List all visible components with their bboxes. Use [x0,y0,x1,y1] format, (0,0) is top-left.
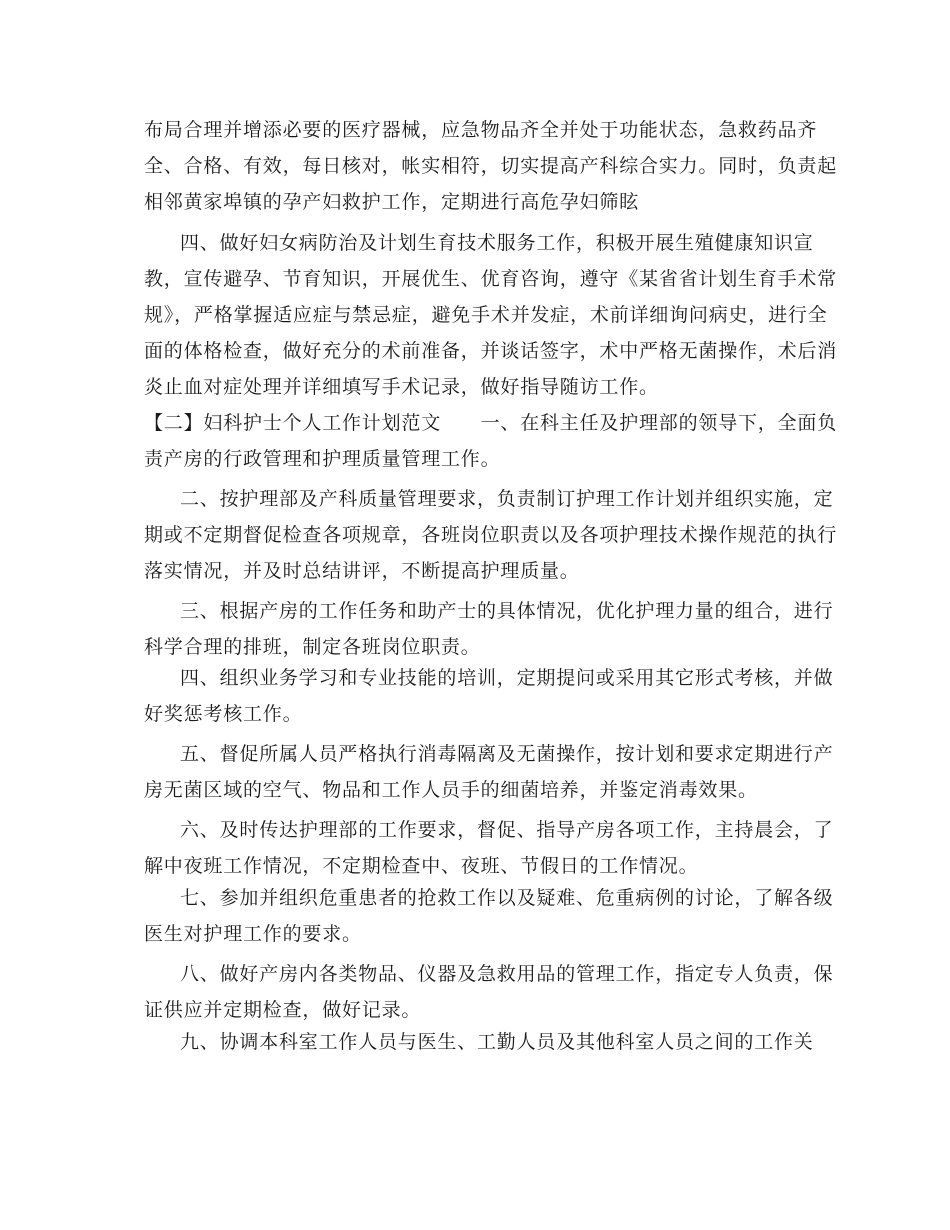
text-line: 房无菌区域的空气、物品和工作人员手的细菌培养，并鉴定消毒效果。 [144,779,758,801]
text-line: 责产房的行政管理和护理质量管理工作。 [144,448,501,470]
text-line: 炎止血对症处理并详细填写手术记录，做好指导随访工作。 [144,376,659,398]
text-line: 面的体格检查，做好充分的术前准备，并谈话签字，术中严格无菌操作，术后消 [144,340,838,362]
section-heading-line: 【二】妇科护士个人工作计划范文 一、在科主任及护理部的领导下，全面负 [144,412,838,434]
text-line: 落实情况，并及时总结讲评，不断提高护理质量。 [144,560,580,582]
text-line: 六、及时传达护理部的工作要求，督促、指导产房各项工作，主持晨会，了 [180,819,834,841]
text-line: 相邻黄家埠镇的孕产妇救护工作，定期进行高危孕妇筛眩 [144,191,640,213]
text-line: 七、参加并组织危重患者的抢救工作以及疑难、危重病例的讨论，了解各级 [180,887,834,909]
text-line: 九、协调本科室工作人员与医生、工勤人员及其他科室人员之间的工作关 [180,1031,814,1053]
text-line: 四、做好妇女病防治及计划生育技术服务工作，积极开展生殖健康知识宣 [180,232,814,254]
text-line: 期或不定期督促检查各项规章，各班岗位职责以及各项护理技术操作规范的执行 [144,524,838,546]
text-line: 解中夜班工作情况，不定期检查中、夜班、节假日的工作情况。 [144,855,699,877]
text-line: 三、根据产房的工作任务和助产士的具体情况，优化护理力量的组合，进行 [180,600,834,622]
text-line: 八、做好产房内各类物品、仪器及急救用品的管理工作，指定专人负责，保 [180,963,834,985]
text-line: 好奖惩考核工作。 [144,703,303,725]
text-line: 全、合格、有效，每日核对，帐实相符，切实提高产科综合实力。同时，负责起 [144,155,838,177]
text-line: 规》，严格掌握适应症与禁忌症，避免手术并发症，术前详细询问病史，进行全 [144,304,828,326]
text-line: 五、督促所属人员严格执行消毒隔离及无菌操作，按计划和要求定期进行产 [180,743,834,765]
text-line: 科学合理的排班，制定各班岗位职责。 [144,636,481,658]
text-line: 医生对护理工作的要求。 [144,923,362,945]
text-line: 教，宣传避孕、节育知识，开展优生、优育咨询，遵守《某省省计划生育手术常 [144,268,838,290]
text-line: 布局合理并增添必要的医疗器械，应急物品齐全并处于功能状态，急救药品齐 [144,119,818,141]
text-line: 二、按护理部及产科质量管理要求，负责制订护理工作计划并组织实施，定 [180,488,834,510]
text-line: 证供应并定期检查，做好记录。 [144,999,422,1021]
text-line: 四、组织业务学习和专业技能的培训，定期提问或采用其它形式考核，并做 [180,667,834,689]
